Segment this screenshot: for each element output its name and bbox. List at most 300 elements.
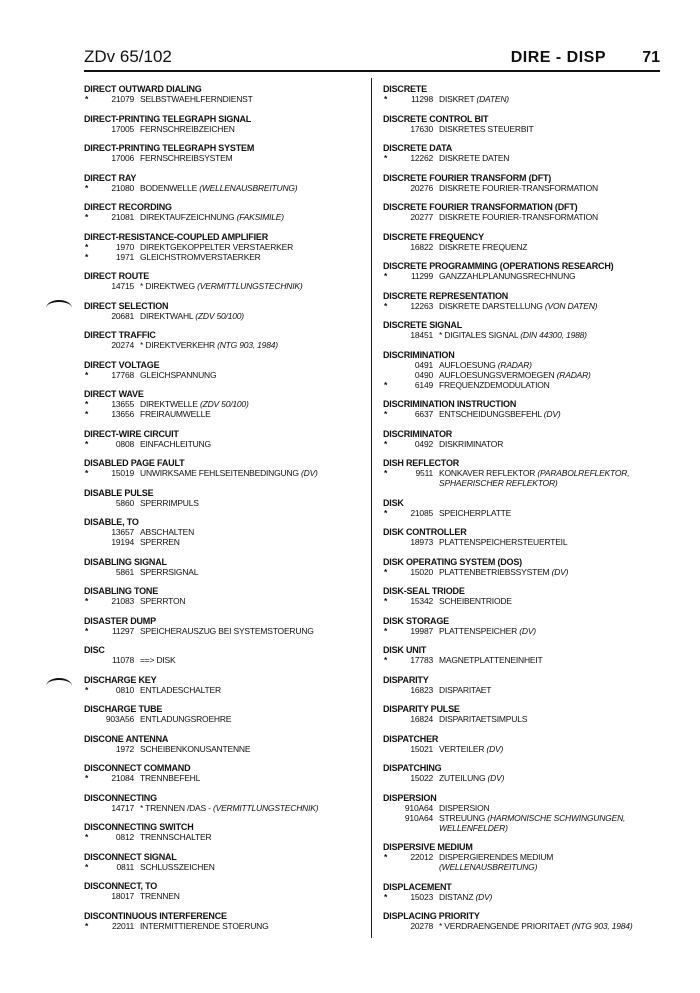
term-code: 14717 <box>111 802 134 813</box>
dictionary-entry <box>383 429 663 449</box>
translation-text: DIREKTWAHL <box>140 310 194 321</box>
standard-marker: * <box>384 94 388 104</box>
translation-line <box>84 773 364 783</box>
translation-line <box>383 626 663 636</box>
german-translation <box>439 330 587 340</box>
standard-marker: * <box>384 300 388 311</box>
translation-line <box>383 892 663 902</box>
translation-text: DIREKTGEKOPPELTER VERSTAERKER <box>140 241 294 252</box>
entry-term: DIRECT ROUTE <box>84 271 150 281</box>
translation-note: (WELLENAUSBREITUNG) <box>439 862 538 872</box>
translation-note: (DV) <box>301 468 318 478</box>
term-code: 17005 <box>111 123 134 134</box>
german-translation <box>439 596 512 606</box>
term-code: 13655 <box>111 399 134 409</box>
translation-text: ZUTEILUNG <box>439 773 486 783</box>
term-code: 0810 <box>115 684 134 695</box>
translation-line <box>84 468 364 478</box>
german-translation <box>140 744 250 754</box>
translation-text: STREUUNG <box>439 812 486 823</box>
entry-term: DISABLE, TO <box>84 517 139 527</box>
term-code: 22011 <box>111 920 134 931</box>
translation-text: MAGNETPLATTENEINHEIT <box>439 655 543 665</box>
term-code: 12262 <box>410 153 433 163</box>
german-translation <box>439 94 509 104</box>
translation-line <box>383 153 663 163</box>
german-translation <box>439 813 625 823</box>
entry-term: DISH REFLECTOR <box>383 458 460 468</box>
translation-line <box>84 153 364 163</box>
column-divider <box>371 78 372 938</box>
german-translation <box>439 271 575 281</box>
translation-line <box>383 921 663 931</box>
translation-text: DISKRETE DATEN <box>439 153 510 163</box>
german-translation <box>140 468 318 478</box>
translation-line <box>383 508 663 518</box>
translation-text: AUFLOESUNGSVERMOEGEN <box>439 369 555 380</box>
standard-marker: * <box>85 212 89 222</box>
entry-term: DISCONNECTING SWITCH <box>84 822 194 832</box>
german-translation <box>439 567 568 577</box>
term-code: 11298 <box>410 94 433 104</box>
term-code: 20278 <box>410 921 433 931</box>
translation-line <box>84 891 364 901</box>
translation-line <box>383 567 663 577</box>
translation-text: FERNSCHREIBSYSTEM <box>140 153 233 163</box>
standard-marker: * <box>85 596 89 606</box>
standard-marker: * <box>384 625 388 636</box>
translation-text: PLATTENBETRIEBSSYSTEM <box>439 566 550 577</box>
standard-marker: * <box>85 920 89 931</box>
entry-term: DISK STORAGE <box>383 615 449 626</box>
translation-text: SPERREN <box>140 537 180 547</box>
german-translation <box>140 281 302 291</box>
standard-marker: * <box>85 773 89 783</box>
german-translation <box>439 153 509 163</box>
translation-line <box>383 409 663 419</box>
left-column <box>84 84 364 931</box>
page-header <box>84 44 660 72</box>
dictionary-entry <box>84 143 364 163</box>
dictionary-entry <box>84 852 364 872</box>
dictionary-entry <box>84 645 364 665</box>
german-translation <box>140 311 244 321</box>
dictionary-entry <box>383 84 663 104</box>
translation-line <box>383 596 663 606</box>
german-translation <box>140 153 232 163</box>
entry-term: DISCRETE <box>383 84 427 94</box>
dictionary-entry <box>84 734 364 754</box>
standard-marker: * <box>85 832 89 842</box>
german-translation <box>140 567 198 577</box>
translation-note: SPHAERISCHER REFLEKTOR) <box>439 478 558 488</box>
translation-line <box>84 596 364 606</box>
dictionary-entry <box>383 232 663 252</box>
german-translation <box>140 832 211 842</box>
page-range: DIRE - DISP <box>510 49 606 66</box>
translation-text: KONKAVER REFLEKTOR <box>439 468 536 478</box>
german-translation <box>439 370 591 380</box>
dictionary-entry <box>84 202 364 222</box>
german-translation <box>439 212 598 222</box>
translation-text: DISPERGIERENDES MEDIUM <box>439 852 554 862</box>
translation-text: SELBSTWAEHLFERNDIENST <box>140 94 253 104</box>
term-code: 6149 <box>414 379 433 390</box>
dictionary-entry <box>84 881 364 901</box>
dictionary-entry <box>383 645 663 665</box>
standard-marker: * <box>384 507 388 518</box>
translation-text: ==> DISK <box>140 655 176 665</box>
term-code: 910A64 <box>404 802 433 813</box>
standard-marker: * <box>384 891 388 902</box>
translation-line <box>84 655 364 665</box>
dictionary-entry <box>383 261 663 281</box>
german-translation <box>439 439 503 449</box>
translation-text: * DIGITALES SIGNAL <box>439 330 519 340</box>
dictionary-entry <box>383 734 663 754</box>
dictionary-entry <box>84 704 364 724</box>
term-code: 16822 <box>410 241 433 252</box>
entry-term: DISCRETE FOURIER TRANSFORMATION (DFT) <box>383 202 578 212</box>
term-code: 18973 <box>410 537 433 547</box>
translation-text: GANZZAHLPLANUNGSRECHNUNG <box>439 271 576 281</box>
standard-marker: * <box>85 625 89 636</box>
german-translation <box>140 685 221 695</box>
translation-text: PLATTENSPEICHER <box>439 625 518 636</box>
entry-term: DISK UNIT <box>383 645 427 655</box>
translation-note: (DV) <box>475 891 493 902</box>
standard-marker: * <box>85 438 89 449</box>
binding-mark <box>46 678 72 694</box>
dictionary-entry <box>383 350 663 390</box>
translation-text: DISKRIMINATOR <box>439 438 504 449</box>
german-translation <box>140 399 249 409</box>
term-code: 0491 <box>414 359 433 370</box>
translation-note: (ZDV 50/100) <box>195 310 244 321</box>
dictionary-entry <box>84 488 364 508</box>
dictionary-entry <box>383 882 663 902</box>
translation-text: DISKRETE FREQUENZ <box>439 241 528 252</box>
german-translation <box>439 803 489 813</box>
german-translation <box>439 773 504 783</box>
translation-note: (DATEN) <box>476 94 509 104</box>
german-translation <box>439 921 632 931</box>
term-code: 5861 <box>115 566 134 577</box>
standard-marker: * <box>384 438 388 449</box>
standard-marker: * <box>384 566 388 577</box>
translation-line <box>383 862 663 872</box>
standard-marker: * <box>85 241 89 252</box>
term-code: 17006 <box>111 153 134 163</box>
entry-term: DISCRIMINATION <box>383 349 455 360</box>
dictionary-entry <box>383 143 663 163</box>
dictionary-entry <box>84 271 364 291</box>
standard-marker: * <box>85 182 89 193</box>
german-translation <box>140 921 269 931</box>
entry-term: DIRECT SELECTION <box>84 300 169 311</box>
entry-term: DISC <box>84 645 105 655</box>
translation-text: DISKRETES STEUERBIT <box>439 123 534 134</box>
translation-line <box>383 380 663 390</box>
translation-line <box>84 439 364 449</box>
standard-marker: * <box>384 271 388 281</box>
translation-line <box>84 340 364 350</box>
term-code: 15021 <box>410 743 433 754</box>
german-translation <box>439 655 543 665</box>
translation-text: ENTLADUNGSROEHRE <box>140 714 232 724</box>
term-code: 15342 <box>410 596 433 606</box>
standard-marker: * <box>384 468 388 478</box>
standard-marker: * <box>85 399 89 409</box>
dictionary-entry <box>383 173 663 193</box>
dictionary-entry <box>84 517 364 547</box>
term-code: 19987 <box>410 625 433 636</box>
term-code: 21079 <box>111 94 134 104</box>
translation-note: (ZDV 50/100) <box>199 399 249 409</box>
translation-text: VERTEILER <box>439 743 485 754</box>
translation-text: TRENNEN <box>140 891 180 901</box>
translation-line <box>84 183 364 193</box>
entry-term: DISCHARGE KEY <box>84 674 157 685</box>
translation-line <box>84 832 364 842</box>
term-code: 20681 <box>111 310 134 321</box>
german-translation <box>140 655 176 665</box>
translation-line <box>84 567 364 577</box>
translation-line <box>84 626 364 636</box>
german-translation <box>439 360 532 370</box>
term-code: 11299 <box>410 271 433 281</box>
german-translation <box>140 803 318 813</box>
translation-text: DISKRET <box>439 94 475 104</box>
entry-term: DISCHARGE TUBE <box>84 704 163 714</box>
dictionary-entry <box>383 291 663 311</box>
german-translation <box>140 773 200 783</box>
entry-term: DISCRETE SIGNAL <box>383 320 463 330</box>
translation-line <box>84 803 364 813</box>
entry-term: DIRECT-PRINTING TELEGRAPH SIGNAL <box>84 113 252 124</box>
german-translation <box>439 626 536 636</box>
translation-text: * DIREKTVERKEHR <box>140 340 215 350</box>
term-code: 21083 <box>111 596 134 606</box>
term-code: 21084 <box>111 773 134 783</box>
translation-line <box>84 124 364 134</box>
entry-term: DISABLE PULSE <box>84 487 154 498</box>
translation-line <box>383 370 663 380</box>
translation-note: (PARABOLREFLEKTOR, <box>537 468 630 478</box>
term-code: 0808 <box>115 438 134 449</box>
translation-line <box>383 360 663 370</box>
translation-line <box>84 370 364 380</box>
entry-term: DISCONE ANTENNA <box>84 733 169 744</box>
dictionary-entry <box>84 557 364 577</box>
translation-line <box>84 537 364 547</box>
standard-marker: * <box>85 468 89 478</box>
document-reference: ZDv 65/102 <box>84 47 172 66</box>
translation-line <box>84 744 364 754</box>
dictionary-entry <box>383 399 663 419</box>
translation-line <box>383 655 663 665</box>
german-translation <box>140 596 185 606</box>
entry-term: DISCONNECTING <box>84 792 157 803</box>
dictionary-entry <box>84 586 364 606</box>
translation-text: * DIREKTWEG <box>140 281 195 291</box>
dictionary-entry <box>383 202 663 222</box>
german-translation <box>140 183 297 193</box>
term-code: 903A56 <box>105 714 134 724</box>
translation-note: (DV) <box>486 743 504 754</box>
german-translation <box>140 626 314 636</box>
entry-term: DISCRETE PROGRAMMING (OPERATIONS RESEARCH) <box>383 261 614 271</box>
term-code: 13656 <box>111 409 134 419</box>
term-code: 14715 <box>111 281 134 291</box>
standard-marker: * <box>85 409 89 419</box>
translation-line <box>383 852 663 862</box>
standard-marker: * <box>85 369 89 380</box>
translation-note: (DV) <box>543 409 561 419</box>
translation-line <box>84 242 364 252</box>
term-code: 1972 <box>115 743 134 754</box>
translation-line <box>383 94 663 104</box>
german-translation <box>140 527 194 537</box>
german-translation <box>140 537 180 547</box>
translation-text: TRENNSCHALTER <box>140 832 212 842</box>
translation-note: WELLENFELDER) <box>439 822 508 833</box>
translation-note: (NTG 903, 1984) <box>571 921 633 931</box>
entry-term: DISCONNECT COMMAND <box>84 763 191 773</box>
dictionary-entry <box>84 458 364 478</box>
entry-term: DISCRETE FOURIER TRANSFORM (DFT) <box>383 172 552 183</box>
german-translation <box>439 478 558 488</box>
term-code: 15023 <box>410 891 433 902</box>
entry-term: DISPATCHER <box>383 733 439 744</box>
standard-marker: * <box>384 409 388 419</box>
term-code: 0492 <box>414 438 433 449</box>
dictionary-entry <box>84 114 364 134</box>
entry-term: DISPATCHING <box>383 763 442 773</box>
dictionary-entry <box>383 704 663 724</box>
translation-line <box>383 212 663 222</box>
term-code: 20276 <box>410 182 433 193</box>
standard-marker: * <box>384 379 388 390</box>
binding-mark <box>46 300 72 316</box>
german-translation <box>140 252 261 262</box>
dictionary-entry <box>84 793 364 813</box>
german-translation <box>439 862 537 872</box>
dictionary-entry <box>84 675 364 695</box>
translation-text: SPERRTON <box>140 596 186 606</box>
dictionary-entry <box>383 586 663 606</box>
translation-line <box>84 281 364 291</box>
standard-marker: * <box>384 596 388 606</box>
entry-term: DIRECT TRAFFIC <box>84 330 156 340</box>
page-number: 71 <box>642 49 660 66</box>
dictionary-entry <box>84 84 364 104</box>
term-code: 11297 <box>111 625 134 636</box>
entry-term: DISCRETE FREQUENCY <box>383 231 484 242</box>
german-translation <box>439 242 527 252</box>
german-translation <box>140 862 215 872</box>
entry-term: DISABLING SIGNAL <box>84 556 167 567</box>
entry-term: DISPERSIVE MEDIUM <box>383 842 473 852</box>
term-code: 15022 <box>410 773 433 783</box>
translation-text: EINFACHLEITUNG <box>140 438 211 449</box>
standard-marker: * <box>85 94 89 104</box>
translation-text: DISKRETE FOURIER-TRANSFORMATION <box>439 182 598 193</box>
german-translation <box>439 409 560 419</box>
standard-marker: * <box>384 852 388 862</box>
german-translation <box>439 744 503 754</box>
german-translation <box>439 183 598 193</box>
dictionary-entry <box>383 114 663 134</box>
entry-term: DISCRETE DATA <box>383 143 453 153</box>
translation-line <box>383 478 663 488</box>
translation-text: GLEICHSPANNUNG <box>140 369 217 380</box>
translation-line <box>383 803 663 813</box>
translation-line <box>383 242 663 252</box>
term-code: 12263 <box>410 300 433 311</box>
german-translation <box>439 468 629 478</box>
translation-text: DIREKTAUFZEICHNUNG <box>140 212 235 222</box>
translation-line <box>383 330 663 340</box>
entry-term: DISPARITY <box>383 674 429 685</box>
dictionary-entry <box>84 360 364 380</box>
entry-term: DISPERSION <box>383 792 437 803</box>
translation-line <box>383 813 663 823</box>
dictionary-entry <box>84 301 364 321</box>
standard-marker: * <box>85 251 89 262</box>
term-code: 20277 <box>410 212 433 222</box>
translation-text: DISTANZ <box>439 891 474 902</box>
entry-term: DISK-SEAL TRIODE <box>383 586 465 596</box>
translation-text: AUFLOESUNG <box>439 359 496 370</box>
term-code: 6637 <box>414 409 433 419</box>
german-translation <box>140 439 211 449</box>
entry-term: DISK <box>383 497 404 508</box>
dictionary-entry <box>84 232 364 262</box>
standard-marker: * <box>85 684 89 695</box>
entry-term: DISPARITY PULSE <box>383 704 460 714</box>
translation-line <box>84 311 364 321</box>
translation-line <box>383 301 663 311</box>
german-translation <box>140 340 278 350</box>
translation-text: FREIRAUMWELLE <box>140 409 211 419</box>
translation-line <box>84 921 364 931</box>
german-translation <box>140 94 253 104</box>
translation-line <box>383 468 663 478</box>
german-translation <box>439 685 491 695</box>
entry-term: DIRECT RAY <box>84 172 137 183</box>
german-translation <box>439 852 553 862</box>
translation-line <box>383 773 663 783</box>
term-code: 0812 <box>115 832 134 842</box>
dictionary-entry <box>84 429 364 449</box>
german-translation <box>439 380 550 390</box>
term-code: 5860 <box>115 497 134 508</box>
term-code: 1971 <box>115 251 134 262</box>
translation-text: SCHLUSSZEICHEN <box>140 861 215 872</box>
translation-text: SCHEIBENTRIODE <box>439 596 512 606</box>
term-code: 18451 <box>410 330 433 340</box>
german-translation <box>140 409 211 419</box>
dictionary-entry <box>383 320 663 340</box>
translation-note: (VERMITTLUNGSTECHNIK) <box>212 802 319 813</box>
translation-text: SCHEIBENKONUSANTENNE <box>140 743 251 754</box>
translation-text: FREQUENZDEMODULATION <box>439 379 550 390</box>
term-code: 21081 <box>111 212 134 222</box>
german-translation <box>140 891 180 901</box>
translation-line <box>84 685 364 695</box>
german-translation <box>140 498 199 508</box>
